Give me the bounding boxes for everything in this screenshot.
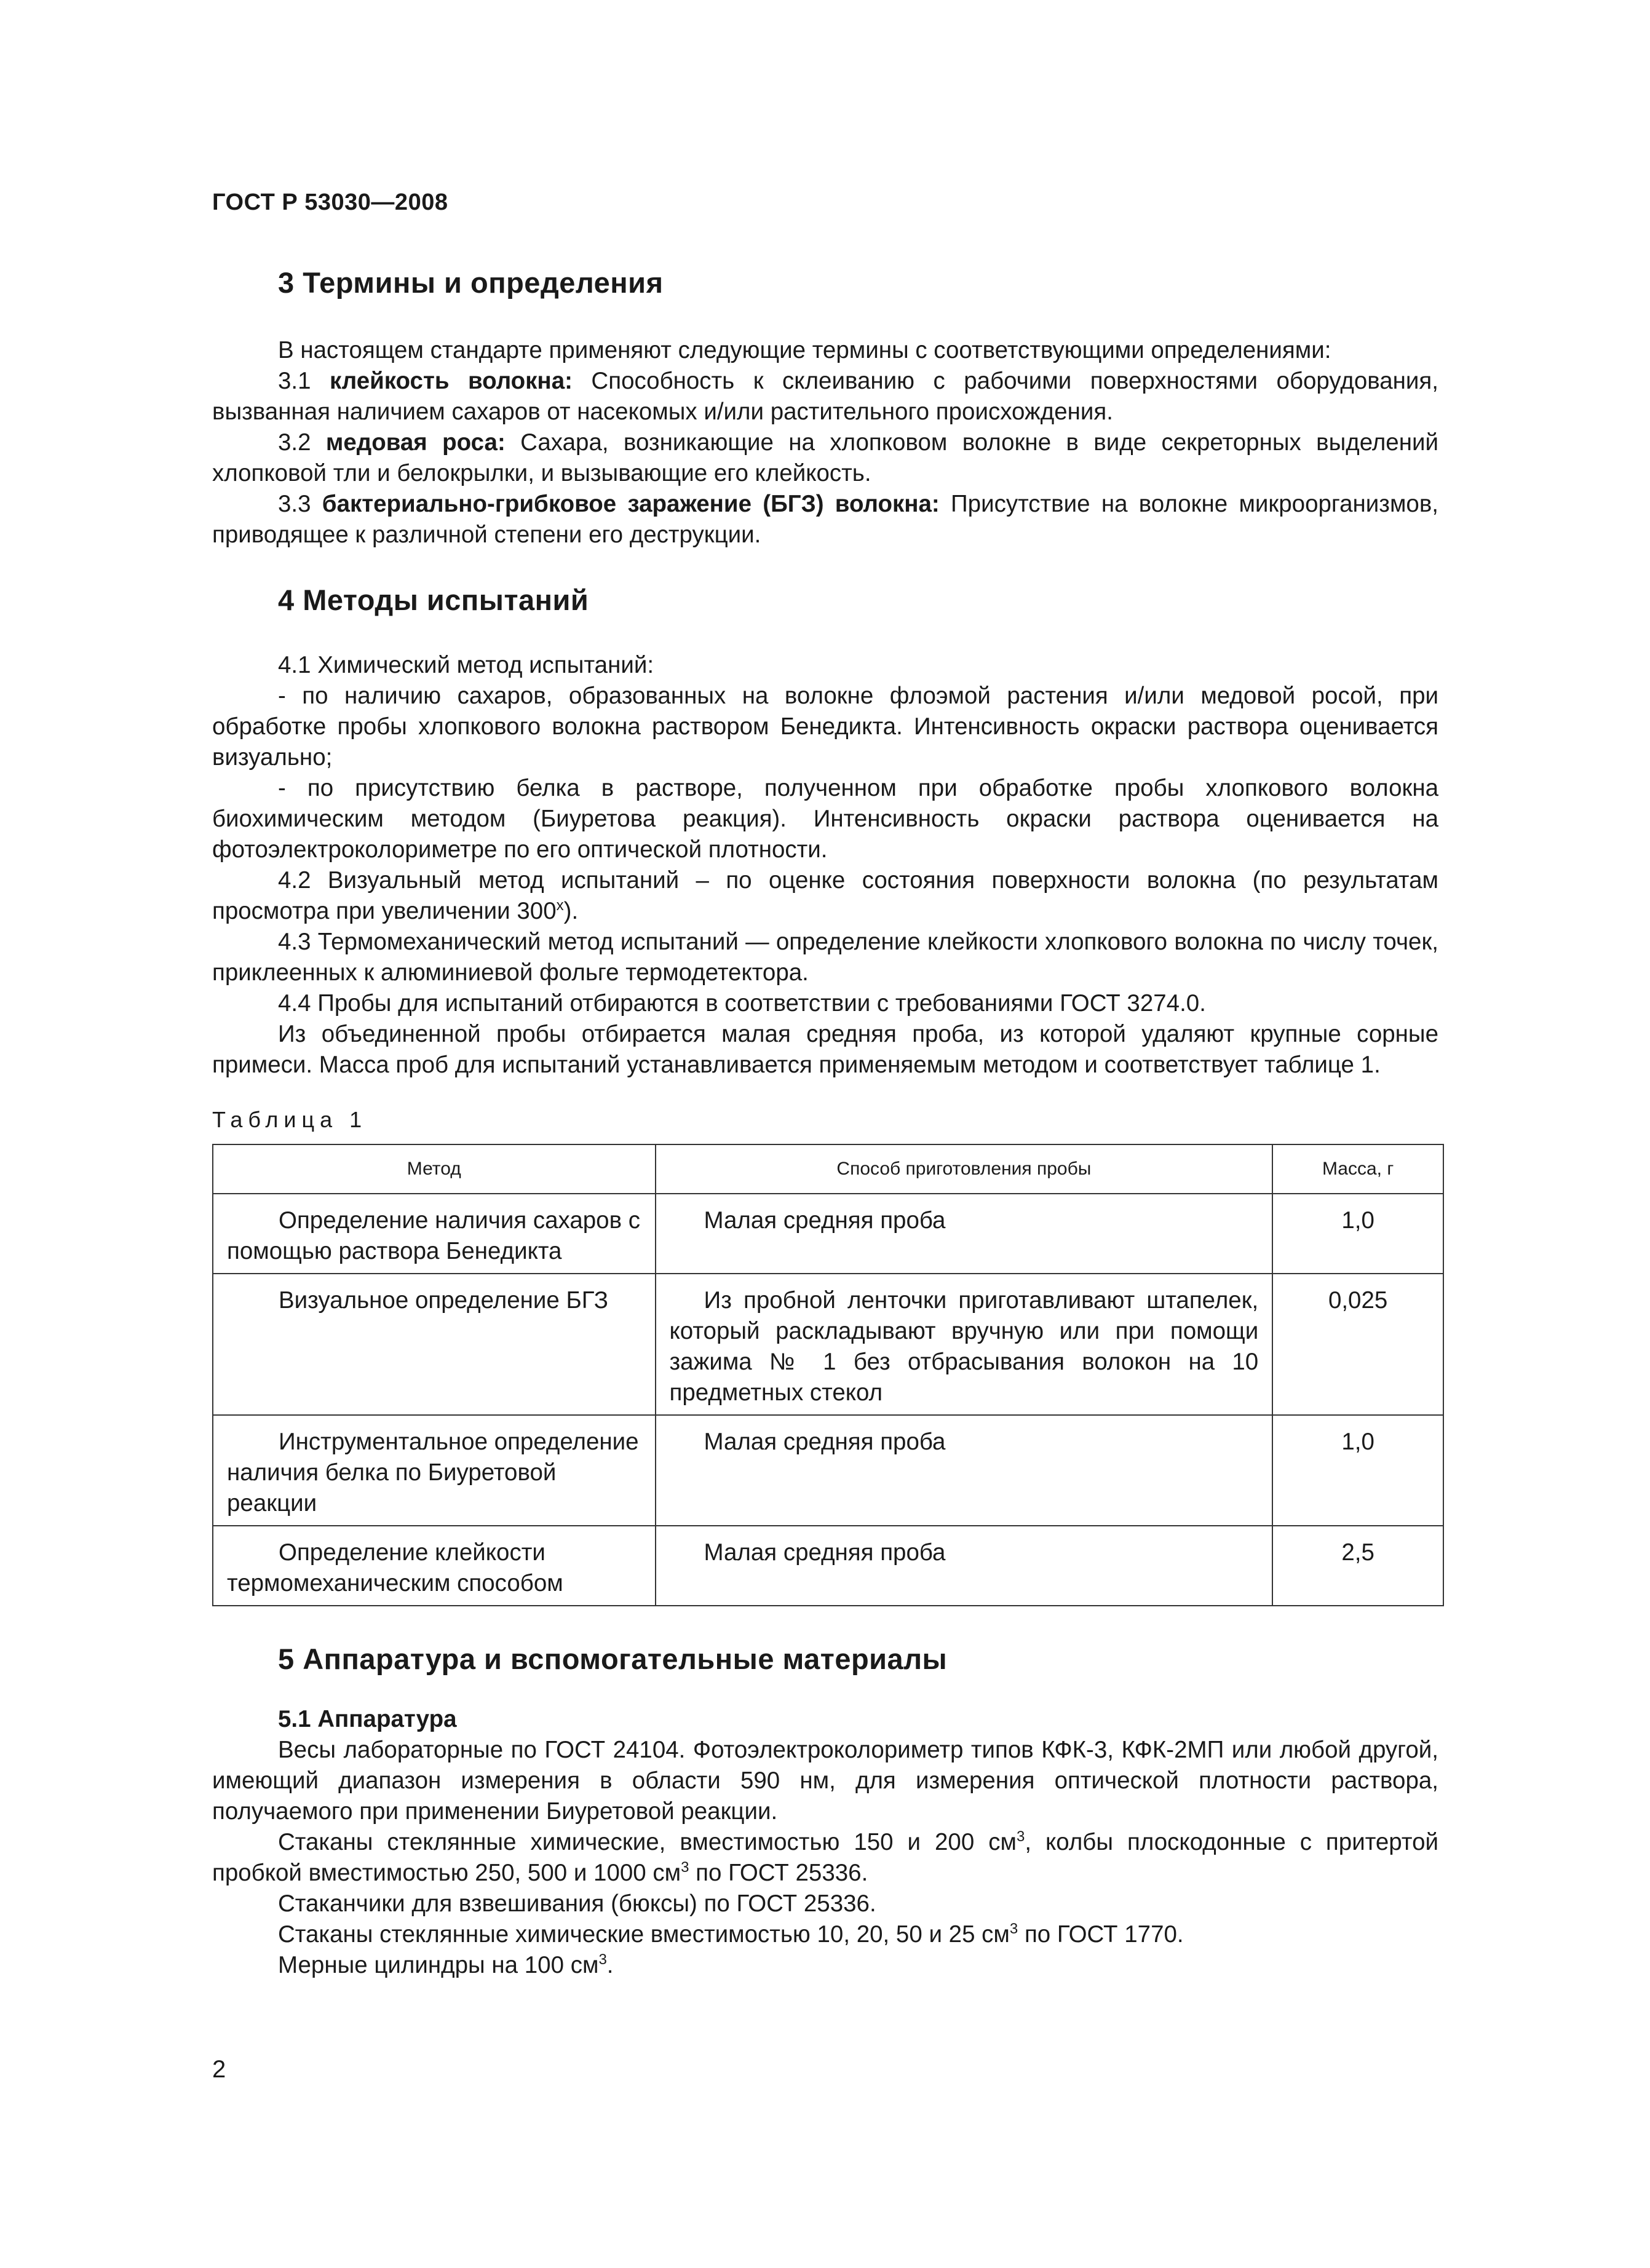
section-3-intro: В настоящем стандарте применяют следующие термины с соответствующими определениями:: [278, 337, 1331, 363]
table-cell-method: Инструментальное определение наличия белка по Биуретовой реакции: [213, 1415, 656, 1526]
page-number: 2: [212, 2056, 226, 2083]
subsection-5-1-title: 5.1 Аппаратура: [278, 1706, 457, 1732]
table-header-mass: Масса, г: [1272, 1144, 1443, 1194]
table-row: [213, 1526, 1443, 1606]
para-5-1-glasses: Стаканы стеклянные химические, вместимостью 150 и 200 $см^3$, колбы плоскодонные с притертой пробкой вместимостью 250, 500 и 1000 $см^3$ по ГОСТ 25336.: [212, 1828, 1438, 1886]
term-3-3-name: бактериально-грибковое заражение (БГЗ) волокна:: [322, 491, 940, 517]
para-5-1-scales: Весы лабораторные по ГОСТ 24104. Фотоэлектроколориметр типов КФК-3, КФК-2МП или любой другой, имеющий диапазон измерения в области 590 нм, для измерения оптической плотности раствора, получаемого при применении Биуретовой реакции.: [212, 1737, 1438, 1825]
document-header: ГОСТ Р 53030—2008: [212, 189, 448, 215]
para-4-1-sugars: - по наличию сахаров, образованных на волокне флоэмой растения и/или медовой росой, при обработке пробы хлопкового волокна раствором Бенедикта. Интенсивность окраски раствора оценивается визуально;: [212, 683, 1438, 771]
table-cell-mass: 1,0: [1272, 1415, 1443, 1526]
table-cell-method: Определение наличия сахаров с помощью раствора Бенедикта: [213, 1194, 656, 1274]
para-4-1: 4.1 Химический метод испытаний:: [278, 652, 654, 678]
section-4-body: [212, 650, 1438, 1080]
table-row: [213, 1415, 1443, 1526]
para-4-2: 4.2 Визуальный метод испытаний – по оценке состояния поверхности волокна (по результатам просмотра при увеличении $300^х$).: [212, 867, 1438, 924]
para-4-4: 4.4 Пробы для испытаний отбираются в соответствии с требованиями ГОСТ 3274.0.: [278, 990, 1206, 1017]
term-3-1-name: клейкость волокна:: [330, 368, 573, 394]
table-cell-method: Визуальное определение БГЗ: [213, 1274, 656, 1415]
term-3-1: 3.1 клейкость волокна: Способность к склеиванию с рабочими поверхностями оборудования, вызванная наличием сахаров от насекомых и/или растительного происхождения.: [212, 368, 1438, 425]
table-header-preparation: Способ приготовления пробы: [656, 1144, 1273, 1194]
table-row: [213, 1194, 1443, 1274]
section-5-body: [212, 1704, 1438, 1981]
table-cell-preparation: Малая средняя проба: [656, 1526, 1273, 1606]
section-3-title: 3 Термины и определения: [278, 266, 664, 299]
section-3-body: [212, 335, 1438, 550]
table-1: [212, 1144, 1444, 1606]
para-4-4-sample: Из объединенной пробы отбирается малая средняя проба, из которой удаляют крупные сорные примеси. Масса проб для испытаний устанавливается применяемым методом и соответствует таблице 1.: [212, 1021, 1438, 1078]
term-3-3: 3.3 бактериально-грибковое заражение (БГЗ) волокна: Присутствие на волокне микроорганизмов, приводящее к различной степени его деструкции.: [212, 491, 1438, 548]
term-3-2: 3.2 медовая роса: Сахара, возникающие на хлопковом волокне в виде секреторных выделений хлопковой тли и белокрылки, и вызывающие его клейкость.: [212, 429, 1438, 486]
table-header-method: Метод: [213, 1144, 656, 1194]
para-5-1-beakers: Стаканы стеклянные химические вместимостью 10, 20, 50 и 25 $см^3$ по ГОСТ 1770.: [278, 1921, 1184, 1948]
table-cell-preparation: Малая средняя проба: [656, 1415, 1273, 1526]
section-5-title: 5 Аппаратура и вспомогательные материалы: [278, 1643, 948, 1675]
table-header-row: [213, 1144, 1443, 1194]
table-cell-mass: 1,0: [1272, 1194, 1443, 1274]
table-cell-preparation: Из пробной ленточки приготавливают штапелек, который раскладывают вручную или при помощи зажима № 1 без отбрасывания волокон на 10 предметных стекол: [656, 1274, 1273, 1415]
term-3-2-name: медовая роса:: [325, 429, 506, 456]
para-4-3: 4.3 Термомеханический метод испытаний — определение клейкости хлопкового волокна по числу точек, приклеенных к алюминиевой фольге термодетектора.: [212, 929, 1438, 986]
para-5-1-weighing: Стаканчики для взвешивания (бюксы) по ГОСТ 25336.: [278, 1890, 876, 1917]
section-4-title: 4 Методы испытаний: [278, 584, 589, 616]
para-4-1-protein: - по присутствию белка в растворе, полученном при обработке пробы хлопкового волокна биохимическим методом (Биуретова реакция). Интенсивность окраски раствора оценивается на фотоэлектроколориметре по его оптической плотности.: [212, 775, 1438, 863]
table-row: [213, 1274, 1443, 1415]
table-cell-preparation: Малая средняя проба: [656, 1194, 1273, 1274]
table-1-caption: Таблица 1: [212, 1107, 368, 1132]
table-cell-mass: 0,025: [1272, 1274, 1443, 1415]
table-cell-mass: 2,5: [1272, 1526, 1443, 1606]
para-5-1-cylinders: Мерные цилиндры на 100 $см^3$.: [278, 1951, 614, 1978]
table-cell-method: Определение клейкости термомеханическим способом: [213, 1526, 656, 1606]
